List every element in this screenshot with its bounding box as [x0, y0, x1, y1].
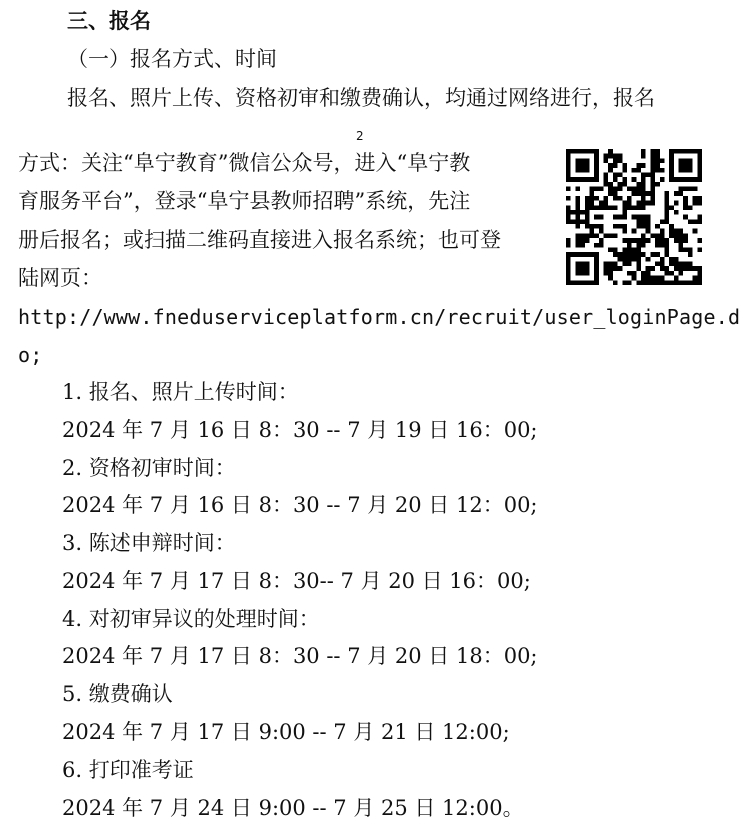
- method-line-1: 方式：关注“阜宁教育”微信公众号，进入“阜宁教: [18, 151, 471, 175]
- method-line-2: 育服务平台”，登录“阜宁县教师招聘”系统，先注: [18, 189, 471, 213]
- item-label-2: 2. 资格初审时间：: [62, 456, 236, 480]
- method-line-3: 册后报名；或扫描二维码直接进入报名系统；也可登: [18, 228, 501, 252]
- item-label-4: 4. 对初审异议的处理时间：: [62, 607, 320, 631]
- item-label-1: 1. 报名、照片上传时间：: [62, 380, 299, 404]
- registration-url-line-2[interactable]: o;: [18, 343, 43, 367]
- item-time-2: 2024 年 7 月 16 日 8：30 -- 7 月 20 日 12：00;: [62, 493, 538, 517]
- item-label-3: 3. 陈述申辩时间：: [62, 531, 236, 555]
- qr-code-icon[interactable]: [566, 149, 702, 285]
- item-label-5: 5. 缴费确认: [62, 682, 173, 706]
- registration-url-line-1[interactable]: http://www.fneduserviceplatform.cn/recruit/user_loginPage.d: [18, 305, 741, 329]
- item-time-5: 2024 年 7 月 17 日 9:00 -- 7 月 21 日 12:00;: [62, 720, 510, 744]
- page-number: 2: [356, 129, 364, 143]
- item-time-6: 2024 年 7 月 24 日 9:00 -- 7 月 25 日 12:00。: [62, 796, 524, 820]
- item-time-4: 2024 年 7 月 17 日 8：30 -- 7 月 20 日 18：00;: [62, 644, 538, 668]
- intro-line: 报名、照片上传、资格初审和缴费确认，均通过网络进行，报名: [67, 86, 655, 110]
- item-label-6: 6. 打印准考证: [62, 758, 194, 782]
- subsection-title: （一）报名方式、时间: [67, 47, 277, 71]
- method-line-4: 陆网页：: [18, 266, 102, 290]
- section-title: 三、报名: [67, 8, 151, 33]
- item-time-1: 2024 年 7 月 16 日 8：30 -- 7 月 19 日 16：00;: [62, 418, 538, 442]
- item-time-3: 2024 年 7 月 17 日 8：30-- 7 月 20 日 16：00;: [62, 569, 531, 593]
